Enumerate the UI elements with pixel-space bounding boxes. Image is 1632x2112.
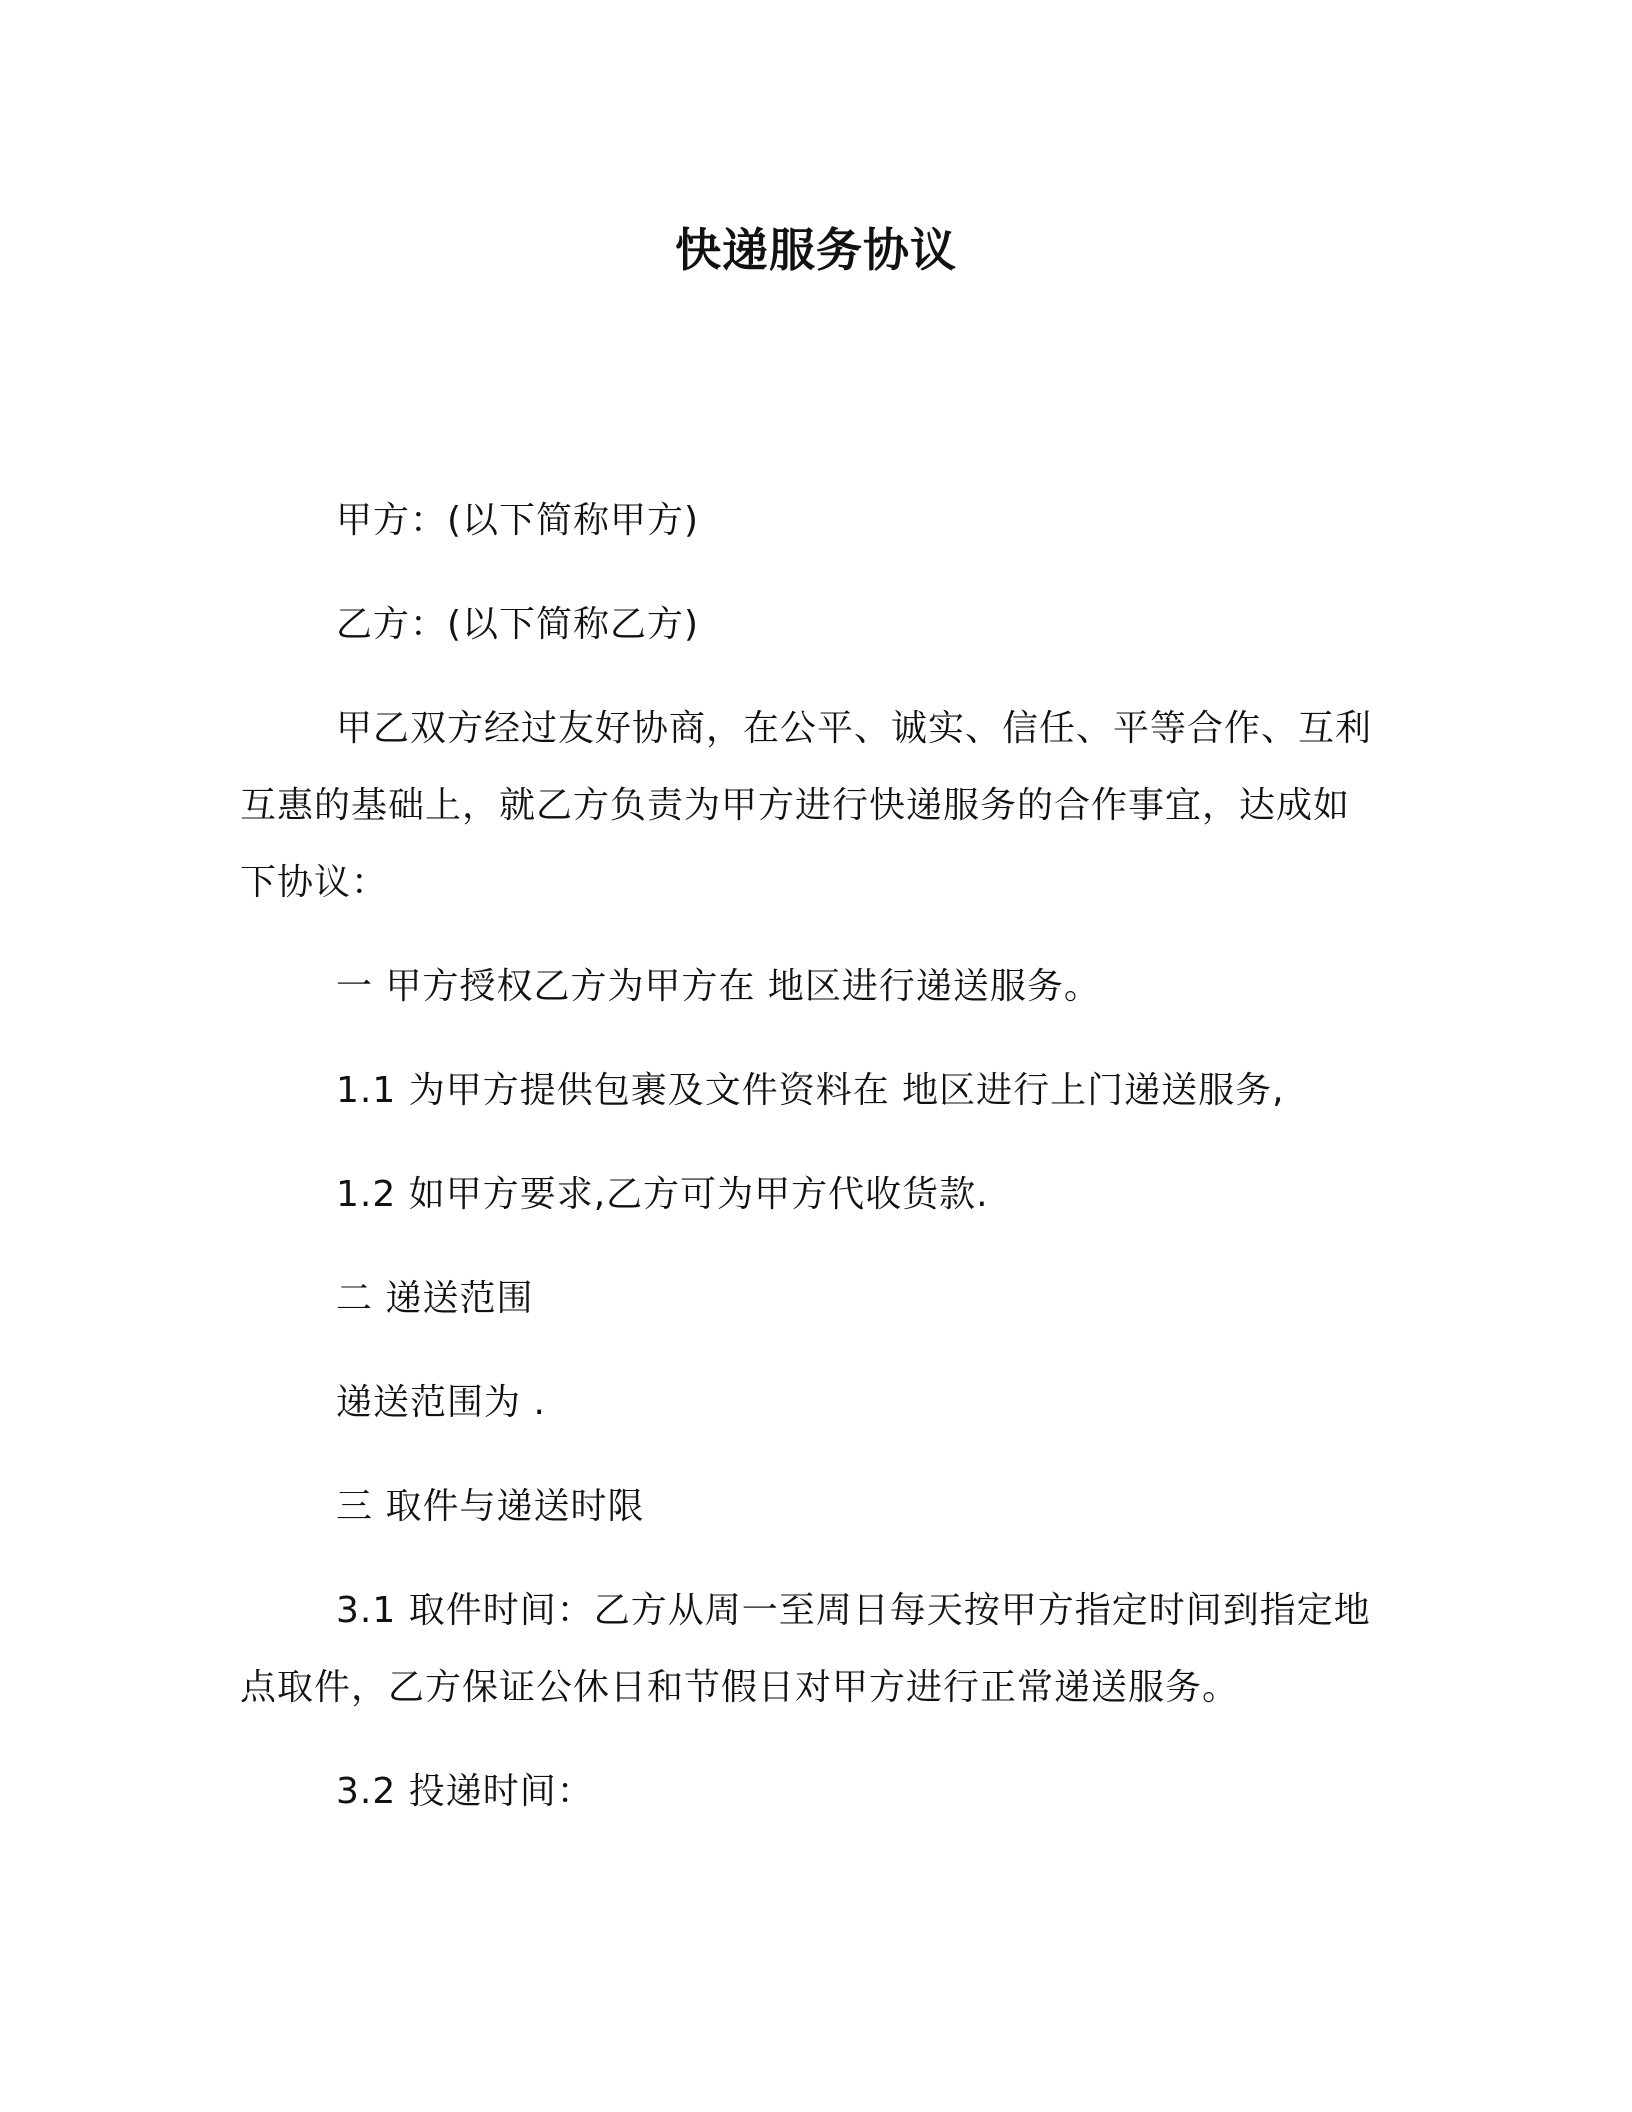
- clause-3-2: 3.2 投递时间：: [336, 1771, 594, 1812]
- document-body: [240, 482, 1380, 1830]
- document-title: 快递服务协议: [675, 223, 957, 277]
- clause-3-1: 3.1 取件时间：乙方从周一至周日每天按甲方指定时间到指定地点取件，乙方保证公休日和节假日对甲方进行正常递送服务。: [240, 1590, 1371, 1708]
- clause-1-1: 1.1 为甲方提供包裹及文件资料在 地区进行上门递送服务,: [336, 1070, 1285, 1111]
- section-1-heading: 一 甲方授权乙方为甲方在 地区进行递送服务。: [336, 966, 1101, 1007]
- delivery-scope-text: 递送范围为 .: [336, 1382, 546, 1423]
- clause-1-2: 1.2 如甲方要求,乙方可为甲方代收货款.: [336, 1174, 989, 1215]
- section-2-heading: 二 递送范围: [336, 1278, 534, 1319]
- section-3-heading: 三 取件与递送时限: [336, 1486, 645, 1527]
- preamble-paragraph: 甲乙双方经过友好协商，在公平、诚实、信任、平等合作、互利互惠的基础上，就乙方负责为甲方进行快递服务的合作事宜，达成如下协议：: [240, 708, 1373, 903]
- party-b-line: 乙方：(以下简称乙方): [336, 604, 700, 645]
- party-a-line: 甲方：(以下简称甲方): [336, 500, 700, 541]
